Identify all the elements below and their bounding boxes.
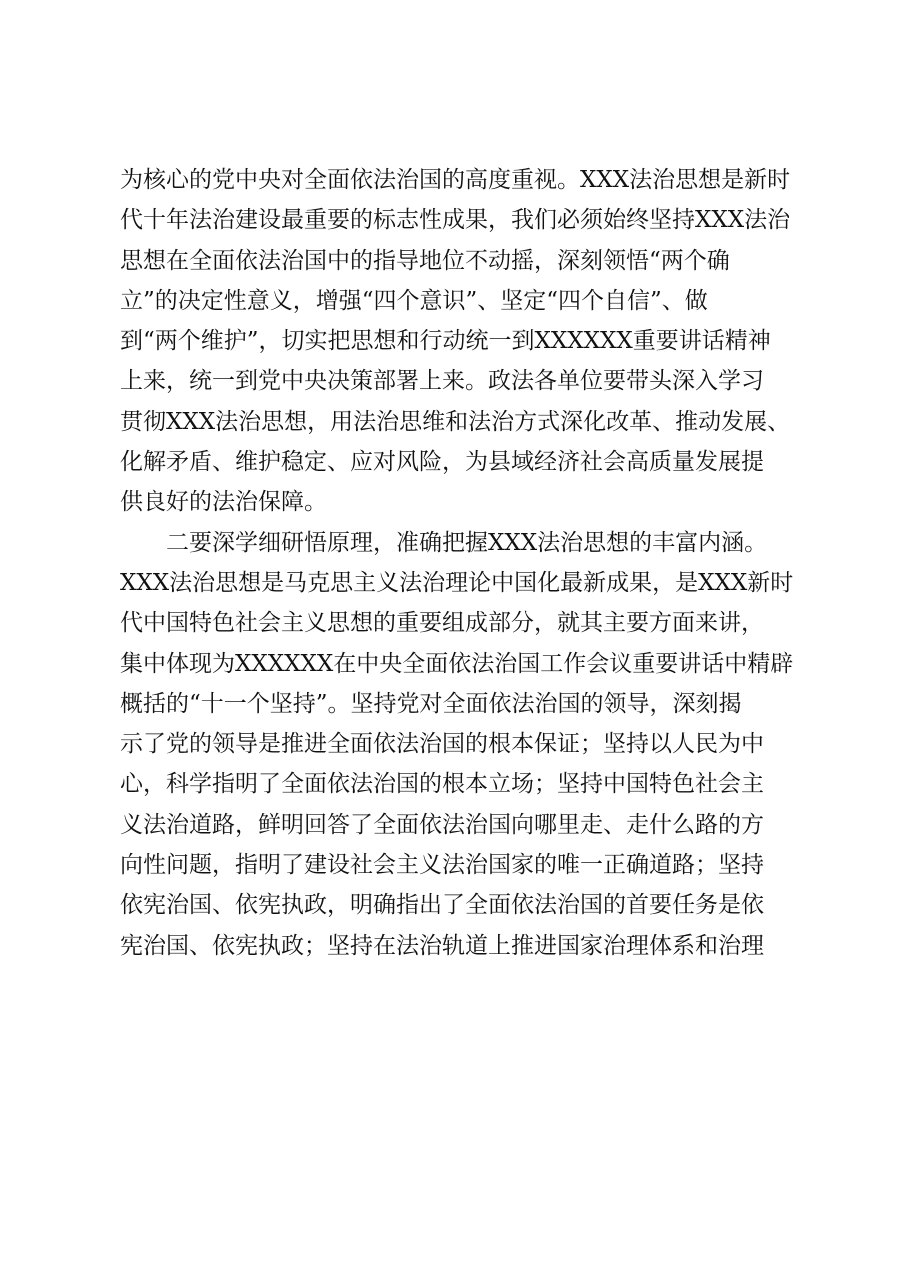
text-line: 上来，统一到党中央决策部署上来。政法各单位要带头深入学习 [120,368,764,395]
text-line: XXX法治思想是马克思主义法治理论中国化最新成果，是XXX新时 [120,569,794,596]
text-line: 二要深学细研悟原理，准确把握XXX法治思想的丰富内涵。 [166,529,768,556]
text-line: 为核心的党中央对全面依法治国的高度重视。XXX法治思想是新时 [120,167,791,193]
text-line: 心，科学指明了全面依法治国的根本立场；坚持中国特色社会主 [120,771,764,798]
text-line: 义法治道路，鲜明回答了全面依法治国向哪里走、走什么路的方 [120,811,764,838]
text-line: 立”的决定性意义，增强“四个意识”、坚定“四个自信”、做 [120,287,708,314]
text-line: 贯彻XXX法治思想，用法治思维和法治方式深化改革、推动发展、 [120,408,791,435]
text-line: 示了党的领导是推进全面依法治国的根本保证；坚持以人民为中 [120,731,764,758]
text-line: 代中国特色社会主义思想的重要组成部分，就其主要方面来讲， [120,610,764,637]
text-line: 供良好的法治保障。 [120,489,327,516]
text-line: 化解矛盾、维护稳定、应对风险，为县域经济社会高质量发展提 [120,449,764,476]
text-line: 集中体现为XXXXXX在中央全面依法治国工作会议重要讲话中精辟 [120,650,794,677]
paragraph-p1 [120,160,820,523]
document-body [120,160,820,966]
text-line: 到“两个维护”，切实把思想和行动统一到XXXXXX重要讲话精神 [120,328,771,355]
text-line: 代十年法治建设最重要的标志性成果，我们必须始终坚持XXX法治 [120,207,791,234]
text-line: 向性问题，指明了建设社会主义法治国家的唯一正确道路；坚持 [120,852,764,879]
text-line: 宪治国、依宪执政；坚持在法治轨道上推进国家治理体系和治理 [120,932,764,959]
text-line: 依宪治国、依宪执政，明确指出了全面依法治国的首要任务是依 [120,892,764,919]
text-line: 概括的“十一个坚持”。坚持党对全面依法治国的领导，深刻揭 [120,690,742,717]
paragraph-p2 [120,523,820,966]
text-line: 思想在全面依法治国中的指导地位不动摇，深刻领悟“两个确 [120,247,730,274]
